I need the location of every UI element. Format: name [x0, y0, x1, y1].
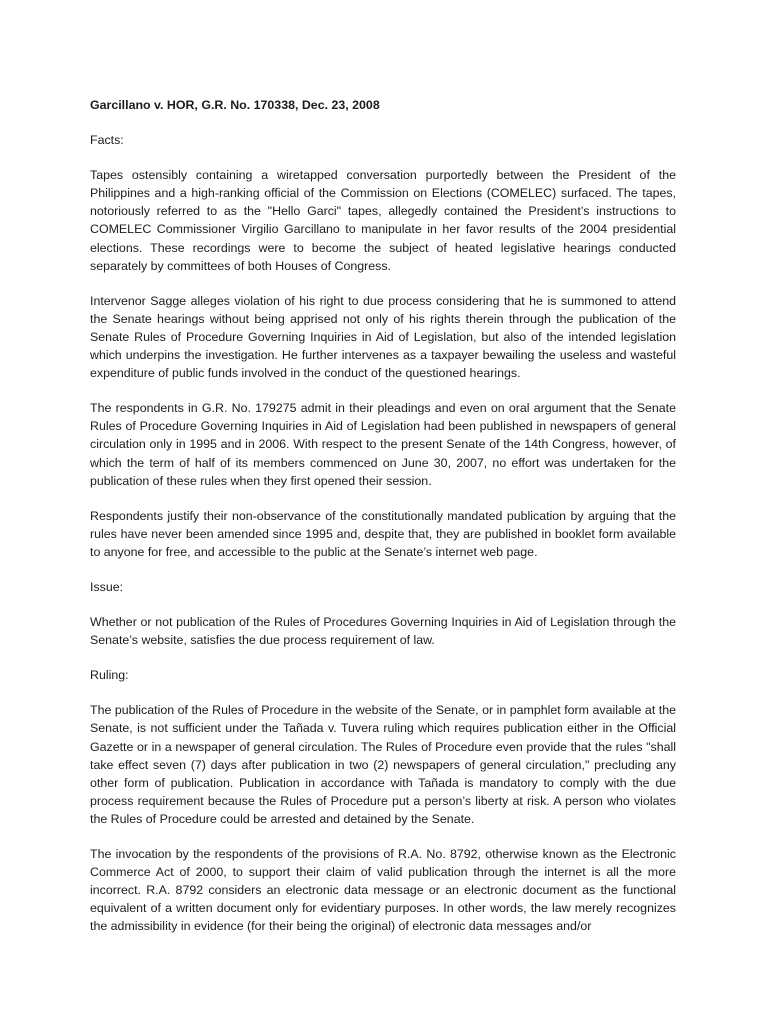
issue-paragraph: Whether or not publication of the Rules of Procedures Governing Inquiries in Aid of Legislation through the Senate’s website, satisfies the due process requirement of law. [90, 615, 676, 648]
issue-heading: Issue: [90, 579, 124, 594]
ruling-paragraph-2: The invocation by the respondents of the provisions of R.A. No. 8792, otherwise known as the Electronic Commerce Act of 2000, to support their claim of valid publication through the internet is all the more incorrect. R.A. 8792 considers an electronic data message or an electronic document as the functional equivalent of a written document only for evidentiary purposes. In other words, the law merely recognizes the admissibility in evidence (for their being the original) of electronic data messages and/or [90, 847, 676, 934]
facts-heading: Facts: [90, 133, 124, 148]
case-title: Garcillano v. HOR, G.R. No. 170338, Dec. 23, 2008 [90, 98, 380, 112]
ruling-paragraph-1: The publication of the Rules of Procedure in the website of the Senate, or in pamphlet form available at the Senate, is not sufficient under the Tañada v. Tuvera ruling which requires publication either in the Official Gazette or in a newspaper of general circulation. The Rules of Procedure even provide that the rules "shall take effect seven (7) days after publication in two (2) newspapers of general circulation," precluding any other form of publication. Publication in accordance with Tañada is mandatory to comply with the due process requirement because the Rules of Procedure put a person’s liberty at risk. A person who violates the Rules of Procedure could be arrested and detained by the Senate. [90, 703, 676, 826]
ruling-heading: Ruling: [90, 668, 129, 683]
facts-paragraph-3: The respondents in G.R. No. 179275 admit in their pleadings and even on oral argument that the Senate Rules of Procedure Governing Inquiries in Aid of Legislation had been published in newspapers of general circulation only in 1995 and in 2006. With respect to the present Senate of the 14th Congress, however, of which the term of half of its members commenced on June 30, 2007, no effort was undertaken for the publication of these rules when they first opened their session. [90, 401, 676, 488]
document-page [90, 96, 676, 952]
facts-paragraph-1: Tapes ostensibly containing a wiretapped conversation purportedly between the President of the Philippines and a high-ranking official of the Commission on Elections (COMELEC) surfaced. The tapes, notoriously referred to as the "Hello Garci" tapes, allegedly contained the President’s instructions to COMELEC Commissioner Virgilio Garcillano to manipulate in her favor results of the 2004 presidential elections. These recordings were to become the subject of heated legislative hearings conducted separately by committees of both Houses of Congress. [90, 168, 676, 273]
facts-paragraph-2: Intervenor Sagge alleges violation of his right to due process considering that he is summoned to attend the Senate hearings without being apprised not only of his rights therein through the publication of the Senate Rules of Procedure Governing Inquiries in Aid of Legislation, but also of the intended legislation which underpins the investigation. He further intervenes as a taxpayer bewailing the useless and wasteful expenditure of public funds involved in the conduct of the questioned hearings. [90, 293, 676, 381]
facts-paragraph-4: Respondents justify their non-observance of the constitutionally mandated publication by arguing that the rules have never been amended since 1995 and, despite that, they are published in booklet form available to anyone for free, and accessible to the public at the Senate’s internet web page. [90, 508, 676, 559]
